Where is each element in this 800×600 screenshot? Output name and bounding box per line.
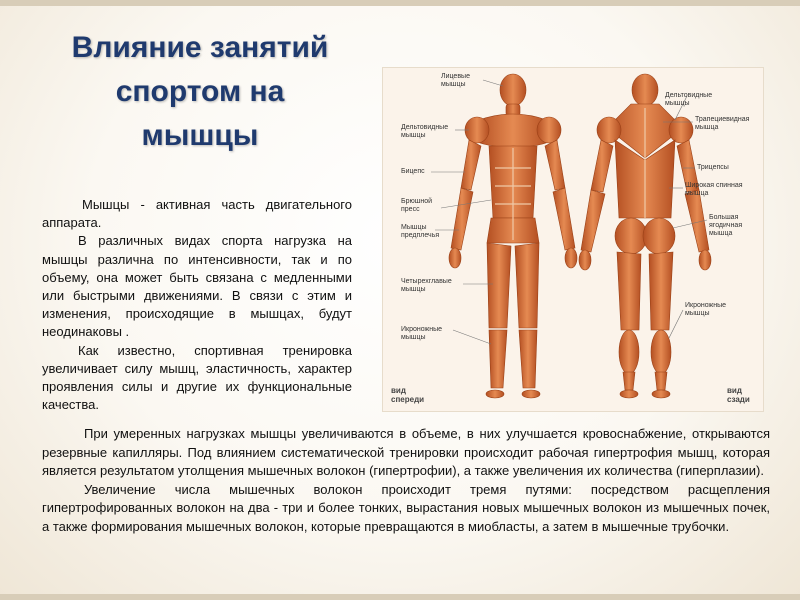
label-deltoid-front: Дельтовидные мышцы xyxy=(401,124,449,139)
label-calf-front: Икроножные мышцы xyxy=(401,326,443,341)
label-triceps: Трицепсы xyxy=(697,164,729,171)
label-deltoid-back: Дельтовидные мышцы xyxy=(665,92,713,107)
paragraph: Как известно, спортивная тренировка увеличивает силу мышц, эластичность, характер проявления силы и другие их функциональные качества. xyxy=(42,342,352,413)
muscle-anatomy-figure xyxy=(382,67,764,412)
label-abs: Брюшной пресс xyxy=(401,198,433,213)
paragraph: При умеренных нагрузках мышцы увеличиваются в объеме, в них улучшается кровоснабжение, открываются резервные капилляры. Под влиянием систематической тренировки происходит рабочая гипертрофия мышц, которая является результатом утолщения мышечных волокон (гипертрофии), а также увеличения их количества (гиперплазии). xyxy=(42,426,770,479)
label-gluteus: Большая ягодичная мышца xyxy=(709,214,743,237)
label-front-view: вид спереди xyxy=(391,386,425,404)
title-line: спортом на xyxy=(115,75,285,108)
label-biceps: Бицепс xyxy=(401,168,425,175)
label-face-muscles: Лицевые мышцы xyxy=(441,73,470,88)
label-trapezius: Трапециевидная мышца xyxy=(695,116,750,131)
label-back-view: вид сзади xyxy=(727,386,750,404)
paragraph: Увеличение числа мышечных волокон происходит тремя путями: посредством расщепления гипертрофированных волокон на два - три и более тонких, вырастания новых мышечных волокон из мышечных почек, а также формирования мышечных волокон, которые превращаются в миобласты, а затем в мышечные трубочки. xyxy=(42,481,770,534)
label-calf-back: Икроножные мышцы xyxy=(685,302,727,317)
label-latissimus: Широкая спинная мышца xyxy=(685,182,743,197)
title-line: мышцы xyxy=(141,119,259,152)
label-forearm: Мышцы предплечья xyxy=(401,224,440,239)
top-border xyxy=(0,0,800,6)
paragraph: В различных видах спорта нагрузка на мышцы различна по интенсивности, так и по объему, она может быть связана с медленными или быстрыми движениями. В связи с этим и изменения, происходящие в мышцах, будут неодинаковы . xyxy=(42,233,352,340)
bottom-text xyxy=(42,425,770,537)
slide-title xyxy=(40,26,360,158)
paragraph: Мышцы - активная часть двигательного аппарата. xyxy=(42,197,352,231)
bottom-border xyxy=(0,594,800,600)
title-line: Влияние занятий xyxy=(71,31,329,64)
label-quadriceps: Четырехглавые мышцы xyxy=(401,278,452,293)
left-column-text xyxy=(42,196,352,414)
